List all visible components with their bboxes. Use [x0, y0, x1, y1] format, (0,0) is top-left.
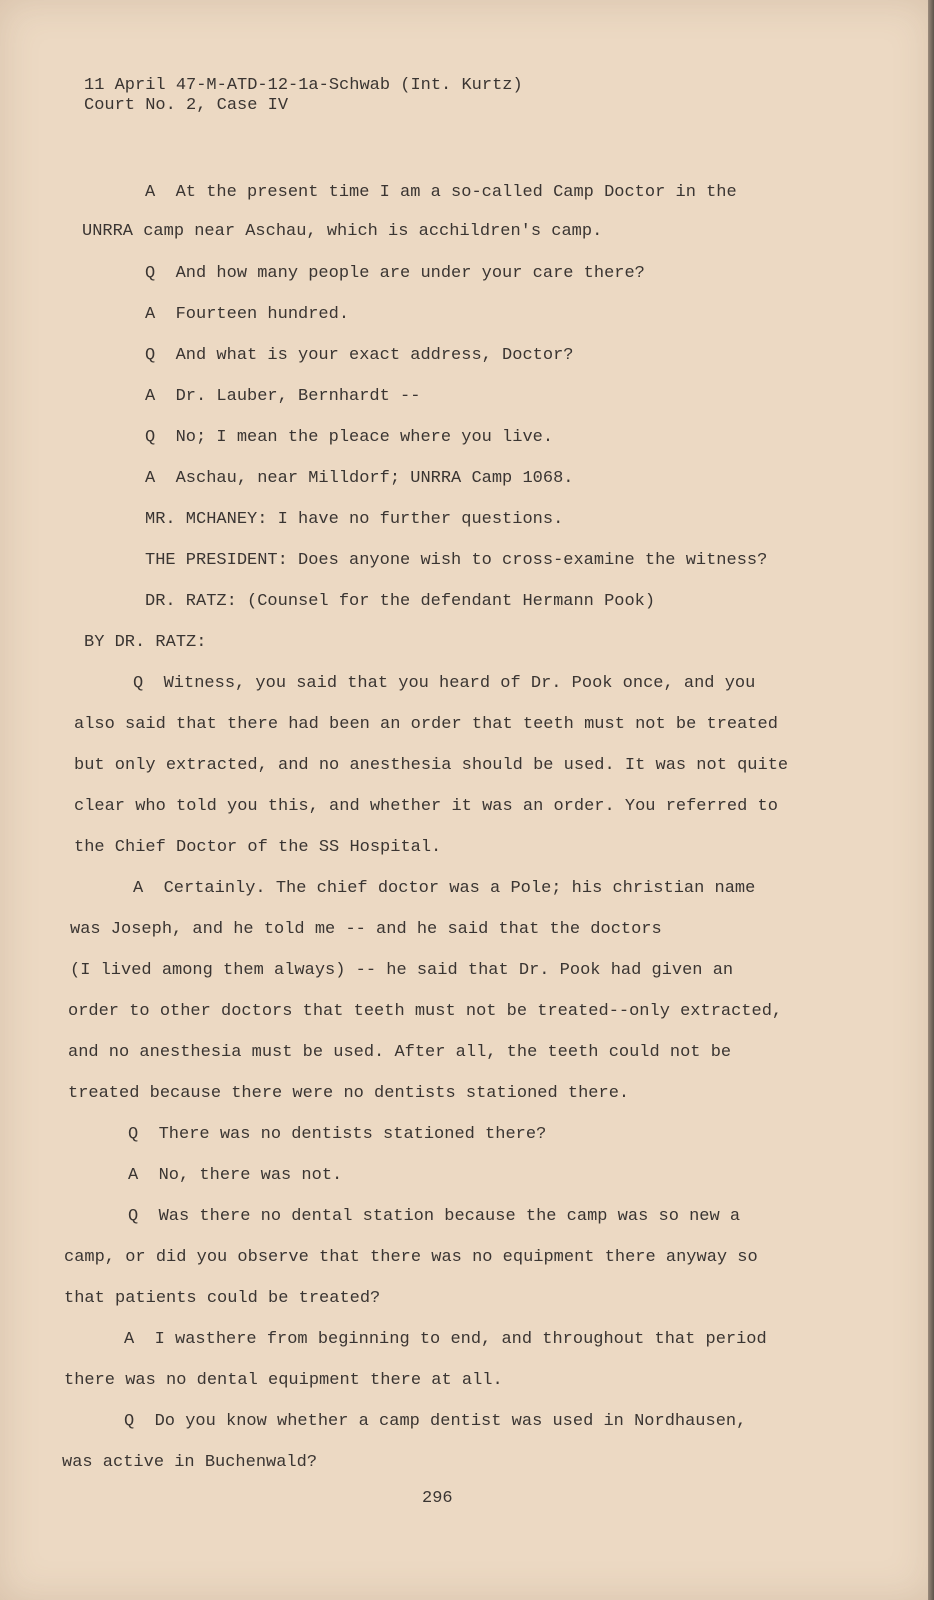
- transcript-line: A At the present time I am a so-called Camp Doctor in the: [145, 183, 737, 202]
- transcript-line: A I wasthere from beginning to end, and throughout that period: [124, 1330, 767, 1349]
- transcript-line: Q And what is your exact address, Doctor?: [145, 346, 574, 365]
- transcript-line: A Certainly. The chief doctor was a Pole; his christian name: [133, 879, 756, 898]
- transcript-line: A No, there was not.: [128, 1166, 343, 1185]
- transcript-line: UNRRA camp near Aschau, which is acchildren's camp.: [82, 222, 603, 241]
- transcript-line: also said that there had been an order that teeth must not be treated: [74, 715, 778, 734]
- transcript-line: Q No; I mean the pleace where you live.: [145, 428, 554, 447]
- transcript-line: clear who told you this, and whether it was an order. You referred to: [74, 797, 778, 816]
- page-number: 296: [422, 1489, 453, 1508]
- transcript-line: (I lived among them always) -- he said that Dr. Pook had given an: [70, 961, 734, 980]
- transcript-line: the Chief Doctor of the SS Hospital.: [74, 838, 442, 857]
- transcript-line: that patients could be treated?: [64, 1289, 381, 1308]
- page-edge-shadow: [928, 0, 934, 1600]
- transcript-line: Q And how many people are under your care there?: [145, 264, 645, 283]
- transcript-line: MR. MCHANEY: I have no further questions.: [145, 510, 564, 529]
- header-line-2: Court No. 2, Case IV: [84, 96, 289, 115]
- transcript-line: A Fourteen hundred.: [145, 305, 350, 324]
- transcript-line: and no anesthesia must be used. After all, the teeth could not be: [68, 1043, 732, 1062]
- transcript-line: but only extracted, and no anesthesia should be used. It was not quite: [74, 756, 789, 775]
- transcript-line: was active in Buchenwald?: [62, 1453, 318, 1472]
- transcript-line: A Aschau, near Milldorf; UNRRA Camp 1068.: [145, 469, 574, 488]
- transcript-line: DR. RATZ: (Counsel for the defendant Hermann Pook): [145, 592, 656, 611]
- transcript-line: Q There was no dentists stationed there?: [128, 1125, 547, 1144]
- transcript-line: camp, or did you observe that there was no equipment there anyway so: [64, 1248, 758, 1267]
- section-heading: BY DR. RATZ:: [84, 633, 207, 652]
- transcript-line: order to other doctors that teeth must not be treated--only extracted,: [68, 1002, 783, 1021]
- transcript-line: THE PRESIDENT: Does anyone wish to cross-examine the witness?: [145, 551, 768, 570]
- transcript-line: Q Do you know whether a camp dentist was used in Nordhausen,: [124, 1412, 747, 1431]
- transcript-line: Q Witness, you said that you heard of Dr. Pook once, and you: [133, 674, 756, 693]
- transcript-line: there was no dental equipment there at all.: [64, 1371, 503, 1390]
- transcript-line: treated because there were no dentists stationed there.: [68, 1084, 630, 1103]
- transcript-line: was Joseph, and he told me -- and he said that the doctors: [70, 920, 662, 939]
- transcript-line: Q Was there no dental station because the camp was so new a: [128, 1207, 741, 1226]
- transcript-line: A Dr. Lauber, Bernhardt --: [145, 387, 421, 406]
- header-line-1: 11 April 47-M-ATD-12-1a-Schwab (Int. Kurtz): [84, 76, 523, 95]
